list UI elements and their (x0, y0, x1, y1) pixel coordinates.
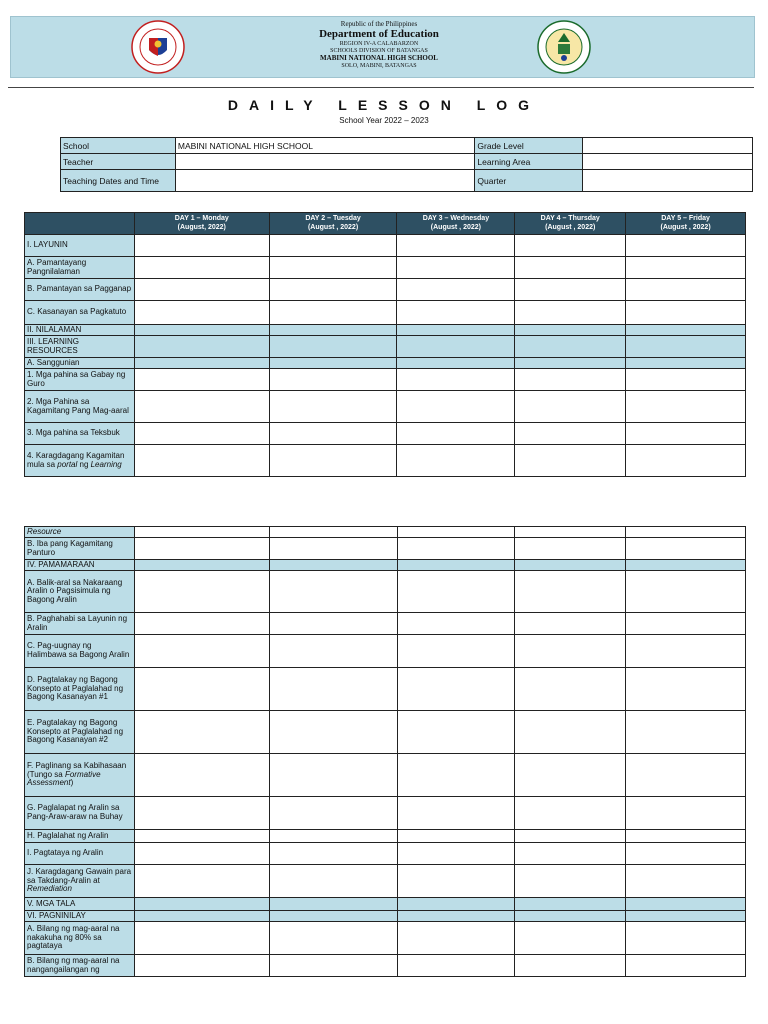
table-row (25, 571, 746, 613)
address-line: SOLO, MABINI, BATANGAS (341, 62, 417, 69)
row-label: B. Paghahabi sa Layunin ng Aralin (25, 613, 135, 635)
day-cell (397, 336, 515, 358)
row-label: 2. Mga Pahina sa Kagamitang Pang Mag-aaral (25, 391, 135, 423)
day-cell (515, 257, 626, 279)
row-label: V. MGA TALA (25, 898, 135, 911)
day-cell (397, 898, 515, 911)
day-cell (626, 865, 746, 898)
day-cell (134, 235, 269, 257)
row-label: A. Bilang ng mag-aaral na nakakuha ng 80% sa pagtataya (25, 922, 135, 955)
school-seal-icon (537, 20, 591, 74)
day-cell (626, 911, 746, 922)
day-cell (626, 369, 746, 391)
day-cell (269, 711, 397, 754)
day-cell (269, 843, 397, 865)
department-line: Department of Education (319, 28, 439, 41)
day-cell (134, 911, 269, 922)
day-cell (269, 325, 397, 336)
school-year: School Year 2022 – 2023 (339, 116, 429, 125)
day-cell (134, 898, 269, 911)
day-cell (397, 391, 515, 423)
day-header-row (25, 213, 746, 235)
row-label: B. Bilang ng mag-aaral na nangangailangan ng (25, 955, 135, 977)
dates-label: Teaching Dates and Time (61, 170, 176, 192)
day-cell (626, 830, 746, 843)
day-cell (626, 235, 746, 257)
row-label: 3. Mga pahina sa Teksbuk (25, 423, 135, 445)
day-cell (269, 955, 397, 977)
day-cell (397, 955, 515, 977)
table-row (25, 668, 746, 711)
day-cell (626, 445, 746, 477)
day-cell (269, 391, 397, 423)
day-cell (515, 711, 626, 754)
day-cell (397, 527, 515, 538)
grade-level-label: Grade Level (475, 138, 583, 154)
day-cell (626, 898, 746, 911)
deped-seal-icon (131, 20, 185, 74)
day-cell (134, 843, 269, 865)
dates-value (175, 170, 475, 192)
day-5-header: DAY 5 – Friday (August , 2022) (626, 213, 746, 235)
learning-area-value (583, 154, 753, 170)
day-cell (626, 391, 746, 423)
day-cell (397, 911, 515, 922)
row-label: B. Iba pang Kagamitang Panturo (25, 538, 135, 560)
row-label: C. Kasanayan sa Pagkatuto (25, 301, 135, 325)
day-cell (397, 613, 515, 635)
day-cell (269, 235, 397, 257)
day-cell (626, 279, 746, 301)
quarter-value (583, 170, 753, 192)
row-label: H. Paglalahat ng Aralin (25, 830, 135, 843)
day-cell (134, 711, 269, 754)
day-cell (269, 911, 397, 922)
day-cell (397, 235, 515, 257)
day-cell (134, 560, 269, 571)
table-row (25, 369, 746, 391)
day-cell (134, 527, 269, 538)
row-label: C. Pag-uugnay ng Halimbawa sa Bagong Aralin (25, 635, 135, 668)
region-line: REGION IV-A CALABARZON (339, 40, 419, 47)
row-label: A. Sanggunian (25, 358, 135, 369)
day-cell (515, 754, 626, 797)
day-cell (515, 613, 626, 635)
day-cell (397, 560, 515, 571)
day-cell (269, 538, 397, 560)
day-cell (134, 571, 269, 613)
lesson-table-part1 (24, 212, 746, 477)
day-cell (515, 560, 626, 571)
day-cell (134, 336, 269, 358)
learning-area-label: Learning Area (475, 154, 583, 170)
row-label: F. Paglinang sa Kabihasaan (Tungo sa Formative Assessment) (25, 754, 135, 797)
day-cell (134, 423, 269, 445)
table-row (25, 955, 746, 977)
day-cell (269, 527, 397, 538)
table-row (25, 235, 746, 257)
school-label: School (61, 138, 176, 154)
row-label: IV. PAMAMARAAN (25, 560, 135, 571)
day-cell (626, 613, 746, 635)
row-label: J. Karagdagang Gawain para sa Takdang-Aralin at Remediation (25, 865, 135, 898)
day-cell (397, 754, 515, 797)
day-cell (626, 955, 746, 977)
info-table (60, 137, 753, 192)
day-cell (134, 922, 269, 955)
day-cell (397, 635, 515, 668)
day-cell (134, 613, 269, 635)
row-label: 1. Mga pahina sa Gabay ng Guro (25, 369, 135, 391)
row-label: VI. PAGNINILAY (25, 911, 135, 922)
header-corner (25, 213, 135, 235)
day-cell (397, 843, 515, 865)
day-cell (269, 445, 397, 477)
table-row (25, 898, 746, 911)
day-cell (626, 257, 746, 279)
day-4-header: DAY 4 – Thursday (August , 2022) (515, 213, 626, 235)
row-label: 4. Karagdagang Kagamitan mula sa portal ng Learning (25, 445, 135, 477)
table-row (25, 711, 746, 754)
table-row (25, 279, 746, 301)
division-line: SCHOOLS DIVISION OF BATANGAS (330, 47, 428, 54)
day-1-header: DAY 1 – Monday (August, 2022) (134, 213, 269, 235)
table-row (25, 560, 746, 571)
day-cell (515, 301, 626, 325)
school-value: MABINI NATIONAL HIGH SCHOOL (175, 138, 475, 154)
day-cell (269, 571, 397, 613)
table-row (25, 391, 746, 423)
day-cell (515, 235, 626, 257)
day-cell (515, 571, 626, 613)
row-label: II. NILALAMAN (25, 325, 135, 336)
day-cell (626, 325, 746, 336)
table-row (25, 445, 746, 477)
quarter-label: Quarter (475, 170, 583, 192)
table-row (25, 635, 746, 668)
table-row (25, 754, 746, 797)
day-cell (134, 797, 269, 830)
day-cell (269, 613, 397, 635)
row-label: A. Balik-aral sa Nakaraang Aralin o Pagsisimula ng Bagong Aralin (25, 571, 135, 613)
day-cell (134, 369, 269, 391)
day-cell (515, 369, 626, 391)
row-label: D. Pagtalakay ng Bagong Konsepto at Paglalahad ng Bagong Kasanayan #1 (25, 668, 135, 711)
day-cell (515, 358, 626, 369)
day-cell (269, 257, 397, 279)
day-cell (515, 527, 626, 538)
day-cell (134, 325, 269, 336)
day-cell (515, 279, 626, 301)
table-row (25, 538, 746, 560)
day-cell (397, 369, 515, 391)
day-cell (626, 527, 746, 538)
day-cell (626, 843, 746, 865)
table-row (25, 527, 746, 538)
day-cell (134, 301, 269, 325)
republic-line: Republic of the Philippines (340, 20, 418, 28)
day-cell (515, 797, 626, 830)
day-cell (626, 797, 746, 830)
table-row (25, 325, 746, 336)
table-row (25, 830, 746, 843)
table-row (25, 865, 746, 898)
teacher-value (175, 154, 475, 170)
day-cell (515, 955, 626, 977)
table-row (25, 797, 746, 830)
row-label: B. Pamantayan sa Pagganap (25, 279, 135, 301)
day-cell (626, 571, 746, 613)
day-cell (626, 423, 746, 445)
day-cell (134, 754, 269, 797)
day-cell (515, 865, 626, 898)
day-cell (515, 911, 626, 922)
header-rule (8, 87, 754, 88)
row-label: G. Paglalapat ng Aralin sa Pang-Araw-araw na Buhay (25, 797, 135, 830)
day-cell (397, 445, 515, 477)
day-cell (269, 635, 397, 668)
day-cell (515, 922, 626, 955)
day-cell (134, 257, 269, 279)
day-cell (269, 754, 397, 797)
day-cell (397, 711, 515, 754)
day-cell (515, 830, 626, 843)
day-cell (515, 843, 626, 865)
table-row (25, 613, 746, 635)
day-cell (269, 423, 397, 445)
table-row (25, 922, 746, 955)
day-cell (397, 571, 515, 613)
day-cell (397, 797, 515, 830)
row-label: III. LEARNING RESOURCES (25, 336, 135, 358)
school-line: MABINI NATIONAL HIGH SCHOOL (320, 54, 438, 63)
day-cell (626, 538, 746, 560)
day-cell (269, 336, 397, 358)
day-cell (515, 668, 626, 711)
day-cell (134, 358, 269, 369)
day-cell (397, 257, 515, 279)
row-label: I. LAYUNIN (25, 235, 135, 257)
page-title: DAILY LESSON LOG (227, 97, 541, 113)
day-cell (626, 635, 746, 668)
day-cell (269, 865, 397, 898)
row-label: A. Pamantayang Pangnilalaman (25, 257, 135, 279)
day-cell (397, 668, 515, 711)
day-cell (515, 336, 626, 358)
day-cell (397, 279, 515, 301)
header-banner (10, 16, 755, 78)
day-cell (515, 325, 626, 336)
day-cell (515, 635, 626, 668)
day-cell (269, 830, 397, 843)
row-label: I. Pagtataya ng Aralin (25, 843, 135, 865)
day-cell (269, 279, 397, 301)
day-cell (134, 668, 269, 711)
day-cell (134, 538, 269, 560)
table-row (25, 358, 746, 369)
day-cell (626, 922, 746, 955)
day-cell (134, 279, 269, 301)
teacher-label: Teacher (61, 154, 176, 170)
day-2-header: DAY 2 – Tuesday (August , 2022) (269, 213, 397, 235)
day-cell (269, 560, 397, 571)
day-cell (515, 423, 626, 445)
day-cell (269, 369, 397, 391)
day-cell (134, 635, 269, 668)
row-label: E. Pagtalakay ng Bagong Konsepto at Paglalahad ng Bagong Kasanayan #2 (25, 711, 135, 754)
table-row (25, 257, 746, 279)
table-row (25, 301, 746, 325)
day-cell (397, 830, 515, 843)
day-cell (397, 325, 515, 336)
day-cell (397, 301, 515, 325)
day-cell (626, 336, 746, 358)
day-cell (397, 358, 515, 369)
day-cell (134, 830, 269, 843)
header-text (211, 20, 547, 69)
day-3-header: DAY 3 – Wednesday (August , 2022) (397, 213, 515, 235)
day-cell (626, 711, 746, 754)
day-cell (269, 301, 397, 325)
day-cell (269, 358, 397, 369)
day-cell (397, 538, 515, 560)
grade-level-value (583, 138, 753, 154)
day-cell (515, 391, 626, 423)
day-cell (515, 898, 626, 911)
day-cell (626, 668, 746, 711)
day-cell (134, 391, 269, 423)
day-cell (397, 922, 515, 955)
day-cell (626, 301, 746, 325)
day-cell (515, 538, 626, 560)
day-cell (269, 797, 397, 830)
day-cell (397, 423, 515, 445)
row-label: Resource (25, 527, 135, 538)
table-row (25, 911, 746, 922)
day-cell (134, 865, 269, 898)
day-cell (269, 922, 397, 955)
day-cell (626, 754, 746, 797)
day-cell (397, 865, 515, 898)
table-row (25, 843, 746, 865)
day-cell (626, 358, 746, 369)
day-cell (269, 668, 397, 711)
day-cell (134, 445, 269, 477)
day-cell (626, 560, 746, 571)
lesson-table-part2 (24, 526, 746, 977)
day-cell (134, 955, 269, 977)
day-cell (515, 445, 626, 477)
table-row (25, 336, 746, 358)
day-cell (269, 898, 397, 911)
table-row (25, 423, 746, 445)
